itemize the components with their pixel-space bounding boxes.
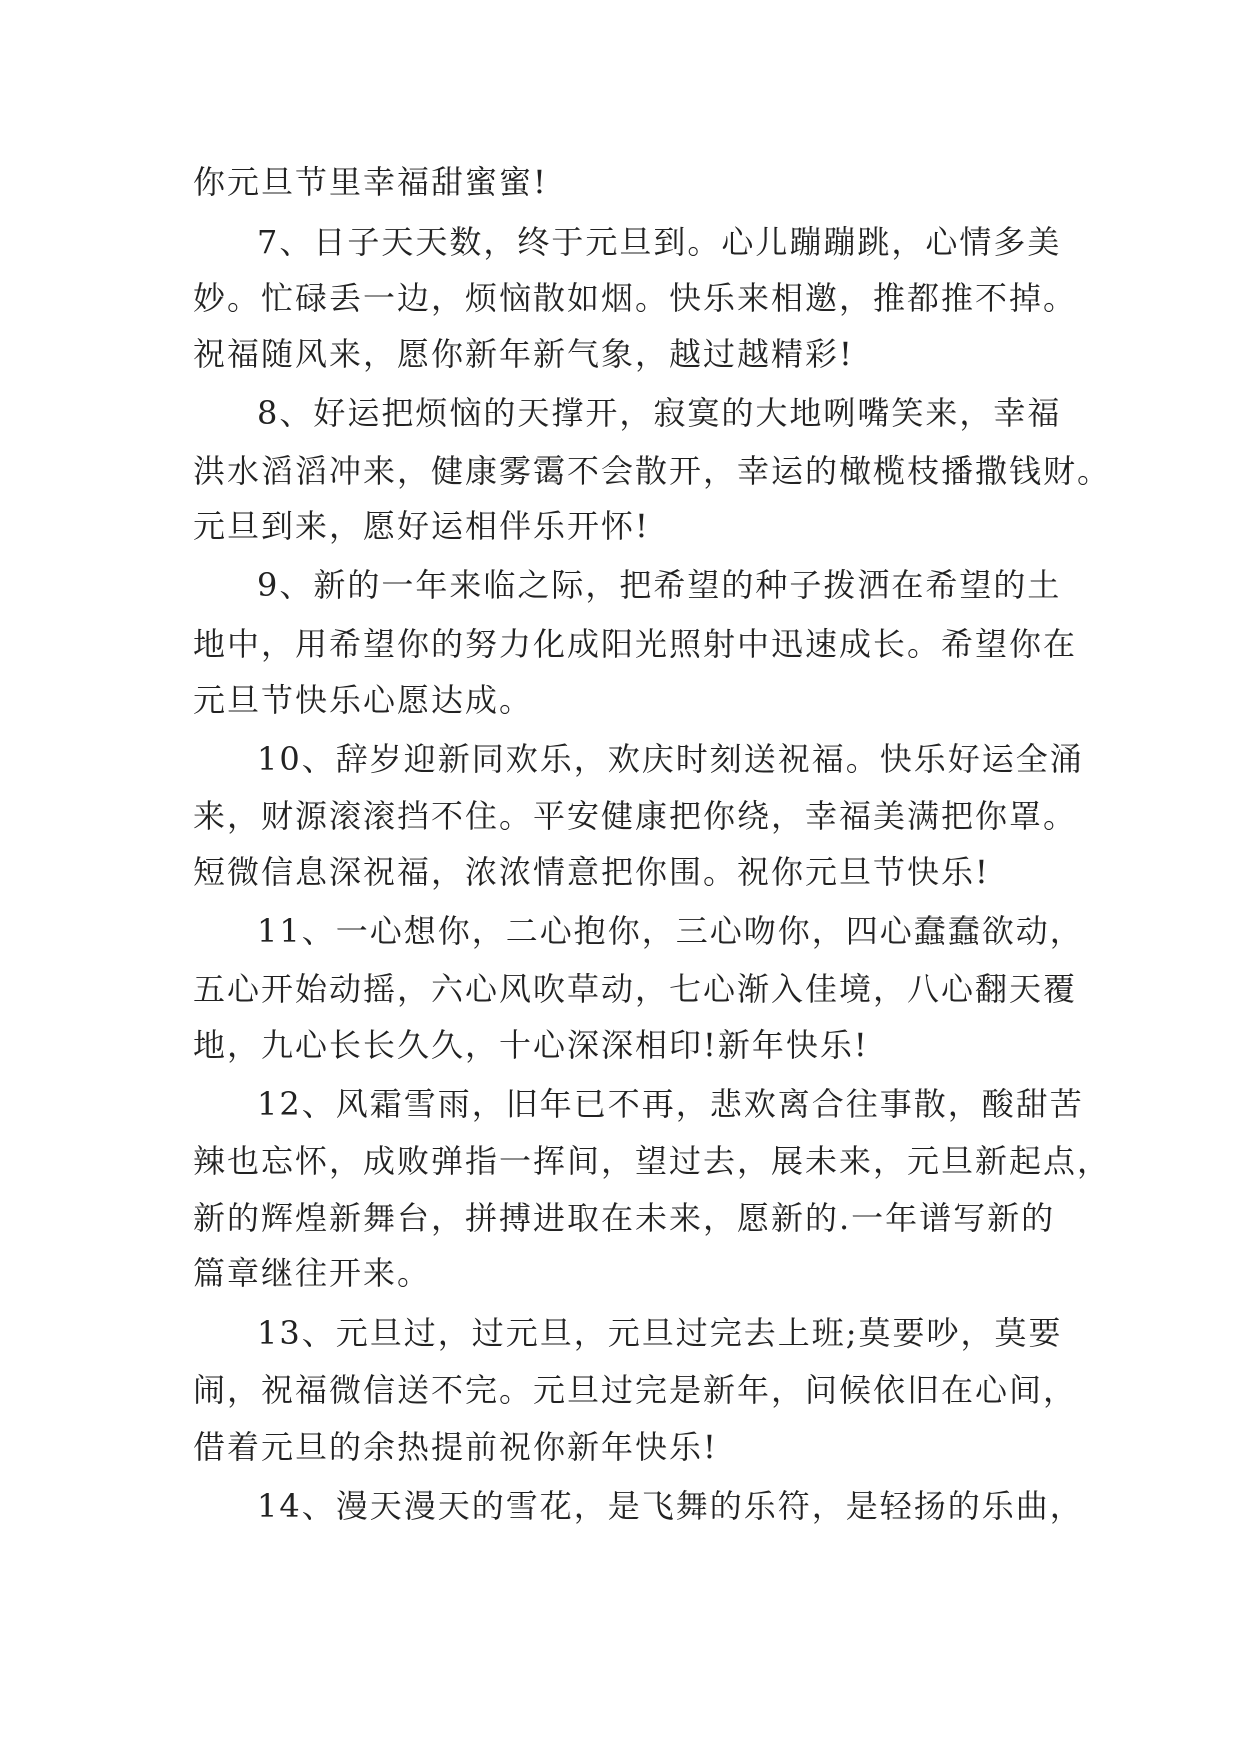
text-line-22: 闹，祝福微信送不完。元旦过完是新年，问候依旧在心间， [193,1371,1078,1409]
text-line-10: 元旦节快乐心愿达成。 [193,681,534,719]
text-line-24: 14、漫天漫天的雪花，是飞舞的乐符，是轻扬的乐曲， [257,1487,1084,1525]
text-line-11: 10、辞岁迎新同欢乐，欢庆时刻送祝福。快乐好运全涌 [257,740,1084,778]
text-line-21: 13、元旦过，过元旦，元旦过完去上班;莫要吵，莫要 [257,1314,1063,1352]
text-line-12: 来，财源滚滚挡不住。平安健康把你绕，幸福美满把你罩。 [193,797,1078,835]
text-line-2: 7、日子天天数，终于元旦到。心儿蹦蹦跳，心情多美 [257,223,1062,261]
text-line-16: 地，九心长长久久，十心深深相印!新年快乐! [193,1026,869,1064]
text-line-7: 元旦到来，愿好运相伴乐开怀! [193,507,650,545]
text-line-9: 地中，用希望你的努力化成阳光照射中迅速成长。希望你在 [193,625,1078,663]
text-line-18: 辣也忘怀，成败弹指一挥间，望过去，展未来，元旦新起点， [193,1142,1112,1180]
text-line-5: 8、好运把烦恼的天撑开，寂寞的大地咧嘴笑来，幸福 [257,394,1062,432]
text-line-1: 你元旦节里幸福甜蜜蜜! [193,163,548,201]
text-line-20: 篇章继往开来。 [193,1254,432,1292]
text-line-13: 短微信息深祝福，浓浓情意把你围。祝你元旦节快乐! [193,853,990,891]
text-line-17: 12、风霜雪雨，旧年已不再，悲欢离合往事散，酸甜苦 [257,1085,1084,1123]
text-line-14: 11、一心想你，二心抱你，三心吻你，四心蠢蠢欲动， [257,912,1084,950]
text-line-15: 五心开始动摇，六心风吹草动，七心渐入佳境，八心翻天覆 [193,970,1078,1008]
text-line-19: 新的辉煌新舞台，拼搏进取在未来，愿新的.一年谱写新的 [193,1199,1056,1237]
text-line-6: 洪水滔滔冲来，健康雾霭不会散开，幸运的橄榄枝播撒钱财。 [193,452,1112,490]
text-line-8: 9、新的一年来临之际，把希望的种子拨洒在希望的土 [257,566,1062,604]
text-line-23: 借着元旦的余热提前祝你新年快乐! [193,1428,718,1466]
text-line-4: 祝福随风来，愿你新年新气象，越过越精彩! [193,335,854,373]
text-line-3: 妙。忙碌丢一边，烦恼散如烟。快乐来相邀，推都推不掉。 [193,279,1078,317]
